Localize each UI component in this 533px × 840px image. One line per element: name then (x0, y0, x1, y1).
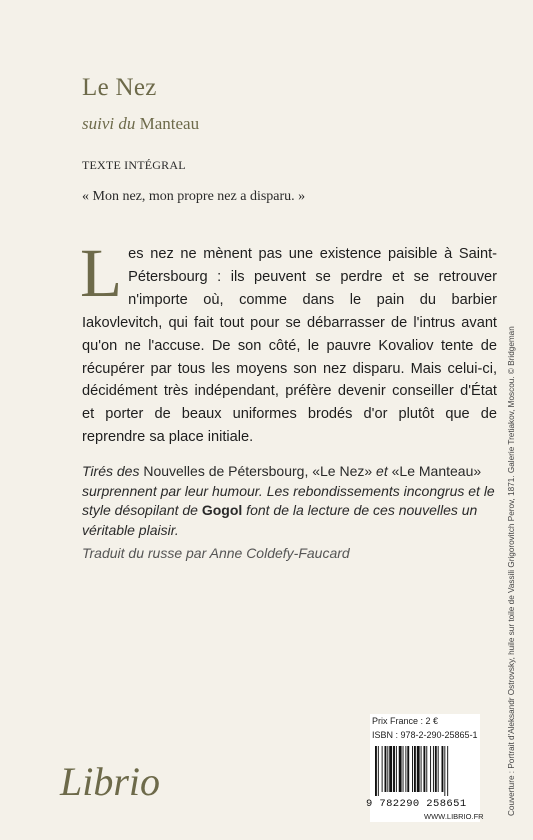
subtitle-connector: suivi du (82, 114, 136, 133)
drop-cap-letter: L (80, 235, 123, 311)
blurb-text-2: Nouvelles de Pétersbourg, «Le Nez» (139, 463, 377, 479)
barcode-icon (373, 746, 477, 796)
synopsis-text: es nez ne mènent pas une existence paisible à Saint-Pétersbourg : ils peuvent se perdre et se retrouver n'importe où, comme dans le pain du barbier Iakovlevitch, qui fait tout pour se débarrasser de l'intrus avant qu'on ne l'accuse. De son côté, le pauvre Kovaliov tente de récupérer par tous les moyens son nez disparu. Mais celui-ci, décidément très indépendant, préfère devenir conseiller d'État et porter de beaux uniformes brodés d'or plutôt que de reprendre sa place initiale. (82, 246, 497, 446)
barcode-number: 9 782290 258651 (366, 798, 467, 810)
translator-credit: Traduit du russe par Anne Coldefy-Faucard (82, 545, 350, 561)
blurb-text-4: «Le Manteau» (387, 463, 482, 479)
blurb-text-1: Tirés des (82, 463, 140, 479)
synopsis-paragraph (80, 235, 497, 449)
book-title: Le Nez (82, 74, 157, 101)
blurb-text-6: font de la lecture de ces nouvelles un véritable plaisir. (82, 502, 478, 538)
blurb-text-5: surprennent par leur humour. Les rebondissements incongrus et le style désopilant de (82, 482, 495, 518)
blurb-text-3: et (376, 463, 388, 479)
blurb-paragraph (82, 462, 497, 540)
isbn-label: ISBN : 978-2-290-25865-1 (372, 730, 478, 740)
edition-note: TEXTE INTÉGRAL (82, 158, 186, 172)
publisher-logo: Librio (60, 759, 161, 804)
book-subtitle (82, 114, 199, 134)
author-name: Gogol (201, 502, 243, 518)
price-label: Prix France : 2 € (372, 716, 439, 726)
subtitle-second-title: Manteau (139, 114, 200, 133)
publisher-website: WWW.LIBRIO.FR (424, 812, 484, 821)
epigraph-quote: « Mon nez, mon propre nez a disparu. » (82, 189, 306, 204)
cover-credit: Couverture : Portrait d'Aleksandr Ostrovsky, huile sur toile de Vassili Grigorovitch Perov, 1871. Galerie Tretiakov, Moscou. © Bridgeman (507, 326, 516, 816)
